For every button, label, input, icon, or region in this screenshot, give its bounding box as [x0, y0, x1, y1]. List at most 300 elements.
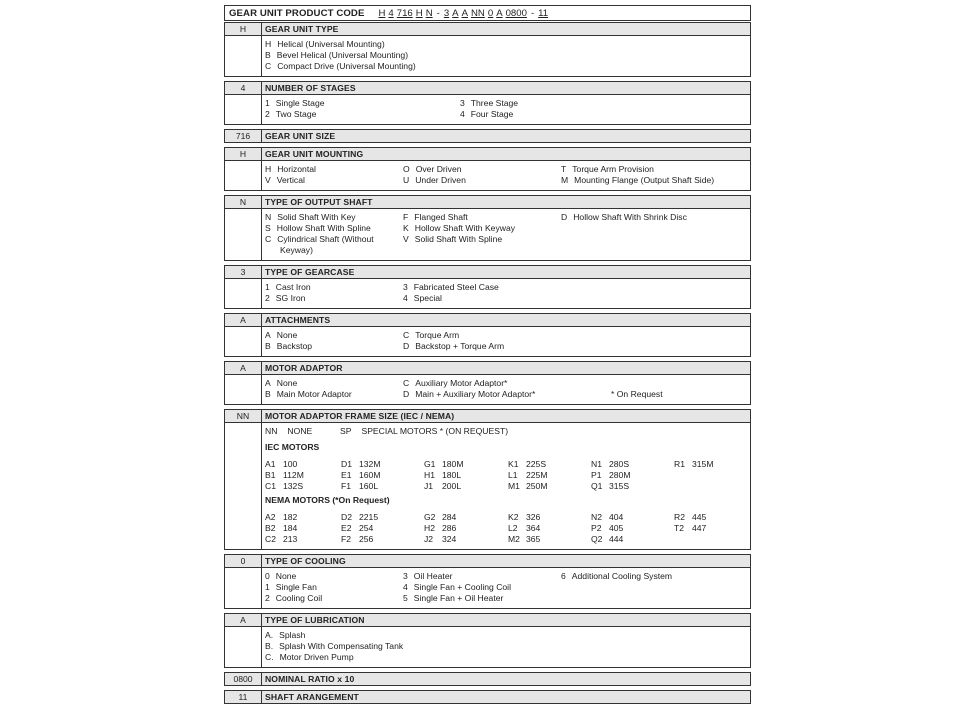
code-segment: 0800 — [505, 7, 527, 19]
product-code-string — [378, 8, 551, 19]
frame-size: 200L — [442, 481, 462, 491]
code-segment: 11 — [538, 7, 549, 19]
frame-size-item — [341, 534, 373, 544]
option-item — [265, 50, 408, 60]
option-label: Three Stage — [470, 98, 519, 108]
option-label: Backstop + Torque Arm — [415, 341, 505, 351]
frame-code: E1 — [341, 470, 352, 480]
frame-size-item — [341, 470, 381, 480]
option-code: O — [403, 164, 410, 174]
option-code: 0 — [265, 571, 270, 581]
option-label: None — [276, 378, 298, 388]
frame-size: 280S — [609, 459, 630, 469]
option-item — [561, 571, 672, 581]
frame-size: 180M — [442, 459, 464, 469]
frame-code: D1 — [341, 459, 352, 469]
option-code: 4 — [403, 582, 408, 592]
option-item — [265, 175, 305, 185]
option-item — [265, 109, 316, 119]
option-item — [265, 593, 322, 603]
option-code: 6 — [561, 571, 566, 581]
option-label: Solid Shaft With Key — [277, 212, 356, 222]
frame-size-item — [424, 523, 456, 533]
section-header — [225, 614, 750, 627]
section-code: 4 — [225, 82, 262, 94]
frame-size-item — [265, 470, 304, 480]
option-item — [265, 98, 325, 108]
option-code: D — [561, 212, 568, 222]
option-label: Motor Driven Pump — [279, 652, 354, 662]
frame-size: 184 — [283, 523, 298, 533]
option-label: * On Request — [611, 389, 663, 399]
option-item — [403, 378, 507, 388]
option-code: 4 — [403, 293, 408, 303]
section-code: A — [225, 362, 262, 374]
option-item — [403, 164, 462, 174]
section-header — [225, 23, 750, 36]
option-item — [561, 212, 687, 222]
section-code: 0800 — [225, 673, 262, 685]
frame-code: N2 — [591, 512, 602, 522]
section — [224, 554, 751, 609]
section-code: H — [225, 23, 262, 35]
section-code: N — [225, 196, 262, 208]
frame-size-item — [424, 470, 461, 480]
option-code: B — [265, 50, 271, 60]
frame-code: D2 — [341, 512, 352, 522]
option-item — [265, 641, 403, 651]
section-options — [262, 327, 750, 356]
frame-size-item — [265, 512, 297, 522]
section-title: SHAFT ARANGEMENT — [265, 692, 359, 702]
section — [224, 361, 751, 405]
frame-size: 326 — [526, 512, 541, 522]
section-title: TYPE OF OUTPUT SHAFT — [265, 197, 373, 207]
frame-code: K2 — [508, 512, 519, 522]
section-title: GEAR UNIT MOUNTING — [265, 149, 364, 159]
frame-size: 160L — [359, 481, 379, 491]
frame-code: J1 — [424, 481, 434, 491]
frame-code: E2 — [341, 523, 352, 533]
option-code: H — [265, 164, 272, 174]
option-code: 1 — [265, 282, 270, 292]
option-code: V — [265, 175, 271, 185]
frame-size: 405 — [609, 523, 624, 533]
option-item — [403, 212, 468, 222]
option-item — [403, 234, 502, 244]
frame-code: L2 — [508, 523, 518, 533]
code-segment: NN — [470, 7, 485, 19]
option-item — [265, 61, 416, 71]
option-label: Cooling Coil — [275, 593, 323, 603]
frame-size-item — [341, 512, 378, 522]
option-code: 2 — [265, 593, 270, 603]
frame-code: Q2 — [591, 534, 603, 544]
option-label: Flanged Shaft — [414, 212, 468, 222]
frame-size-item — [424, 481, 461, 491]
section-header — [225, 410, 750, 423]
option-label: Solid Shaft With Spline — [414, 234, 503, 244]
product-code-header — [224, 5, 751, 21]
section-code: 11 — [225, 691, 262, 703]
option-label: SPECIAL MOTORS * (ON REQUEST) — [361, 426, 509, 436]
frame-size: 445 — [692, 512, 707, 522]
frame-size-item — [508, 459, 546, 469]
option-code: 1 — [265, 98, 270, 108]
section — [224, 129, 751, 143]
section — [224, 265, 751, 309]
code-separator: - — [530, 7, 535, 19]
section-options — [262, 209, 750, 260]
option-item — [265, 282, 311, 292]
frame-code: R2 — [674, 512, 685, 522]
nema-label: NEMA MOTORS (*On Request) — [265, 495, 390, 505]
section-options — [262, 36, 750, 76]
section-header — [225, 82, 750, 95]
section-title: TYPE OF COOLING — [265, 556, 346, 566]
frame-size-item — [591, 512, 623, 522]
frame-size: 444 — [609, 534, 624, 544]
section-header — [225, 691, 750, 703]
frame-size: 284 — [442, 512, 457, 522]
section — [224, 672, 751, 686]
frame-size-item — [508, 481, 548, 491]
option-label: Single Fan + Cooling Coil — [413, 582, 511, 592]
option-code: D — [403, 341, 410, 351]
option-label: Compact Drive (Universal Mounting) — [277, 61, 416, 71]
frame-size: 132S — [283, 481, 304, 491]
option-label: Cast Iron — [275, 282, 311, 292]
option-label: Single Fan — [275, 582, 317, 592]
option-label: Four Stage — [470, 109, 514, 119]
section-code: NN — [225, 410, 262, 422]
code-segment: H — [415, 7, 423, 19]
frame-size-item — [508, 523, 540, 533]
frame-code: H1 — [424, 470, 435, 480]
code-segment: 3 — [443, 7, 450, 19]
option-item — [403, 282, 499, 292]
option-item — [460, 109, 513, 119]
frame-size: 225M — [526, 470, 548, 480]
option-label: Helical (Universal Mounting) — [277, 39, 385, 49]
option-code: C — [265, 61, 272, 71]
code-segment: H — [378, 7, 386, 19]
code-segment: A — [496, 7, 503, 19]
frame-size-item — [508, 470, 548, 480]
frame-option — [265, 426, 312, 436]
frame-size-item — [591, 523, 623, 533]
section — [224, 22, 751, 77]
frame-size: 112M — [283, 470, 304, 480]
frame-size: 254 — [359, 523, 374, 533]
sections-list — [224, 22, 751, 704]
option-code: A — [265, 378, 271, 388]
frame-code: K1 — [508, 459, 519, 469]
option-item — [403, 341, 504, 351]
option-item — [265, 212, 356, 222]
section — [224, 147, 751, 191]
frame-code: C2 — [265, 534, 276, 544]
product-code-title: GEAR UNIT PRODUCT CODE — [229, 7, 365, 19]
option-label: SG Iron — [275, 293, 306, 303]
option-item — [265, 341, 312, 351]
section-title: MOTOR ADAPTOR FRAME SIZE (IEC / NEMA) — [265, 411, 455, 421]
option-item — [265, 582, 317, 592]
frame-size: 324 — [442, 534, 457, 544]
frame-code: J2 — [424, 534, 434, 544]
section-options — [262, 95, 750, 124]
frame-size-item — [591, 481, 629, 491]
frame-size: 2215 — [359, 512, 379, 522]
frame-code: F2 — [341, 534, 352, 544]
option-code: 2 — [265, 109, 270, 119]
section-code: A — [225, 614, 262, 626]
option-code: B — [265, 341, 271, 351]
option-item — [265, 39, 385, 49]
frame-size-item — [674, 459, 714, 469]
option-item — [265, 234, 374, 244]
section-title: TYPE OF GEARCASE — [265, 267, 355, 277]
option-item — [265, 330, 297, 340]
frame-size: 160M — [359, 470, 381, 480]
option-label: Mounting Flange (Output Shaft Side) — [574, 175, 715, 185]
section-header — [225, 555, 750, 568]
option-code: SP — [340, 426, 352, 436]
frame-code: C1 — [265, 481, 276, 491]
option-label: Main + Auxiliary Motor Adaptor* — [415, 389, 536, 399]
frame-code: R1 — [674, 459, 685, 469]
option-item — [460, 98, 518, 108]
option-label: Torque Arm Provision — [572, 164, 654, 174]
option-code: B. — [265, 641, 274, 651]
section-header — [225, 130, 750, 142]
section-title: NUMBER OF STAGES — [265, 83, 356, 93]
option-item — [265, 571, 296, 581]
option-item — [265, 164, 316, 174]
option-code: C. — [265, 652, 274, 662]
frame-code: B1 — [265, 470, 276, 480]
option-code: 2 — [265, 293, 270, 303]
option-label: Hollow Shaft With Spline — [276, 223, 371, 233]
frame-option — [340, 426, 508, 436]
option-code: H — [265, 39, 272, 49]
section-header — [225, 196, 750, 209]
option-item — [265, 630, 305, 640]
frame-size-item — [508, 512, 540, 522]
option-label: Cylindrical Shaft (Without — [277, 234, 374, 244]
frame-size: 256 — [359, 534, 374, 544]
option-code: T — [561, 164, 567, 174]
frame-code: P2 — [591, 523, 602, 533]
frame-size-item — [591, 534, 623, 544]
code-segment: 716 — [396, 7, 413, 19]
frame-code: A2 — [265, 512, 276, 522]
frame-code: M2 — [508, 534, 520, 544]
option-label: Main Motor Adaptor — [276, 389, 352, 399]
code-segment: N — [425, 7, 433, 19]
iec-label: IEC MOTORS — [265, 442, 320, 452]
option-label: Vertical — [276, 175, 305, 185]
frame-size-item — [341, 523, 373, 533]
section-title: MOTOR ADAPTOR — [265, 363, 343, 373]
option-code: 3 — [403, 282, 408, 292]
frame-code: T2 — [674, 523, 685, 533]
option-code: D — [403, 389, 410, 399]
option-label: Keyway) — [280, 245, 313, 255]
option-item — [280, 245, 313, 255]
section-code: 716 — [225, 130, 262, 142]
frame-code: P1 — [591, 470, 602, 480]
option-item — [403, 582, 511, 592]
option-item — [403, 593, 503, 603]
section-header — [225, 314, 750, 327]
option-code: M — [561, 175, 569, 185]
frame-size-item — [265, 534, 297, 544]
code-separator: - — [436, 7, 440, 19]
frame-size: 286 — [442, 523, 457, 533]
option-code: V — [403, 234, 409, 244]
section-options — [262, 423, 750, 549]
option-code: 1 — [265, 582, 270, 592]
option-item — [265, 389, 352, 399]
frame-size-item — [424, 534, 456, 544]
section — [224, 613, 751, 668]
option-item — [265, 223, 371, 233]
option-code: 5 — [403, 593, 408, 603]
option-item — [403, 223, 515, 233]
code-segment: A — [452, 7, 459, 19]
option-label: Splash With Compensating Tank — [279, 641, 404, 651]
frame-size: 100 — [283, 459, 298, 469]
option-item — [265, 293, 305, 303]
option-label: Two Stage — [275, 109, 317, 119]
frame-code: G2 — [424, 512, 436, 522]
option-item — [403, 175, 466, 185]
option-code: 4 — [460, 109, 465, 119]
option-label: Oil Heater — [413, 571, 453, 581]
option-label: Bevel Helical (Universal Mounting) — [276, 50, 409, 60]
section-header — [225, 266, 750, 279]
code-segment: 0 — [487, 7, 494, 19]
section — [224, 409, 751, 550]
section — [224, 195, 751, 261]
option-label: Splash — [279, 630, 306, 640]
option-label: Single Stage — [275, 98, 325, 108]
frame-size: 447 — [692, 523, 707, 533]
frame-size-item — [424, 512, 456, 522]
code-segment: 4 — [388, 7, 394, 19]
option-label: Hollow Shaft With Shrink Disc — [573, 212, 687, 222]
option-code: F — [403, 212, 409, 222]
frame-size: 250M — [526, 481, 548, 491]
option-item — [265, 652, 354, 662]
frame-size: 225S — [526, 459, 547, 469]
option-label: Single Fan + Oil Heater — [413, 593, 504, 603]
section-options — [262, 627, 750, 667]
option-item — [561, 175, 714, 185]
section-code: 0 — [225, 555, 262, 567]
section-options — [262, 568, 750, 608]
frame-size-item — [265, 523, 297, 533]
frame-size-item — [591, 470, 631, 480]
section-title: GEAR UNIT SIZE — [265, 131, 336, 141]
section-code: 3 — [225, 266, 262, 278]
option-label: Backstop — [276, 341, 313, 351]
section-header — [225, 362, 750, 375]
frame-size-item — [265, 459, 297, 469]
frame-size-item — [341, 481, 378, 491]
option-label: Special — [413, 293, 442, 303]
option-label: Auxiliary Motor Adaptor* — [415, 378, 508, 388]
option-label: Under Driven — [415, 175, 466, 185]
frame-size: 404 — [609, 512, 624, 522]
frame-size: 213 — [283, 534, 298, 544]
option-code: K — [403, 223, 409, 233]
section-code: H — [225, 148, 262, 160]
frame-size-item — [424, 459, 464, 469]
option-code: B — [265, 389, 271, 399]
option-label: Horizontal — [277, 164, 316, 174]
option-item — [611, 389, 663, 399]
option-item — [403, 293, 442, 303]
section-title: NOMINAL RATIO x 10 — [265, 674, 355, 684]
frame-size-item — [265, 481, 303, 491]
option-code: C — [403, 378, 410, 388]
option-code: S — [265, 223, 271, 233]
frame-size: 132M — [359, 459, 381, 469]
option-label: NONE — [287, 426, 313, 436]
option-item — [403, 330, 459, 340]
option-code: A — [265, 330, 271, 340]
frame-code: G1 — [424, 459, 436, 469]
section-options — [262, 161, 750, 190]
section — [224, 81, 751, 125]
frame-code: H2 — [424, 523, 435, 533]
section — [224, 690, 751, 704]
frame-code: A1 — [265, 459, 276, 469]
option-item — [403, 571, 452, 581]
option-label: Fabricated Steel Case — [413, 282, 499, 292]
frame-size: 280M — [609, 470, 631, 480]
frame-size-item — [591, 459, 629, 469]
frame-code: N1 — [591, 459, 602, 469]
section-title: TYPE OF LUBRICATION — [265, 615, 365, 625]
option-label: None — [275, 571, 297, 581]
section-title: ATTACHMENTS — [265, 315, 331, 325]
frame-size: 315M — [692, 459, 714, 469]
section-title: GEAR UNIT TYPE — [265, 24, 339, 34]
option-code: NN — [265, 426, 278, 436]
option-label: Torque Arm — [415, 330, 460, 340]
frame-size: 315S — [609, 481, 630, 491]
frame-size: 182 — [283, 512, 298, 522]
frame-size: 364 — [526, 523, 541, 533]
option-code: C — [265, 234, 272, 244]
frame-size-item — [674, 512, 706, 522]
frame-size-item — [674, 523, 706, 533]
frame-size: 180L — [442, 470, 462, 480]
option-label: Over Driven — [415, 164, 462, 174]
option-code: C — [403, 330, 410, 340]
product-code-sheet — [224, 5, 751, 708]
option-item — [561, 164, 654, 174]
option-item — [403, 389, 535, 399]
option-code: 3 — [403, 571, 408, 581]
code-segment: A — [461, 7, 468, 19]
frame-size-item — [341, 459, 381, 469]
frame-code: F1 — [341, 481, 352, 491]
option-code: U — [403, 175, 410, 185]
